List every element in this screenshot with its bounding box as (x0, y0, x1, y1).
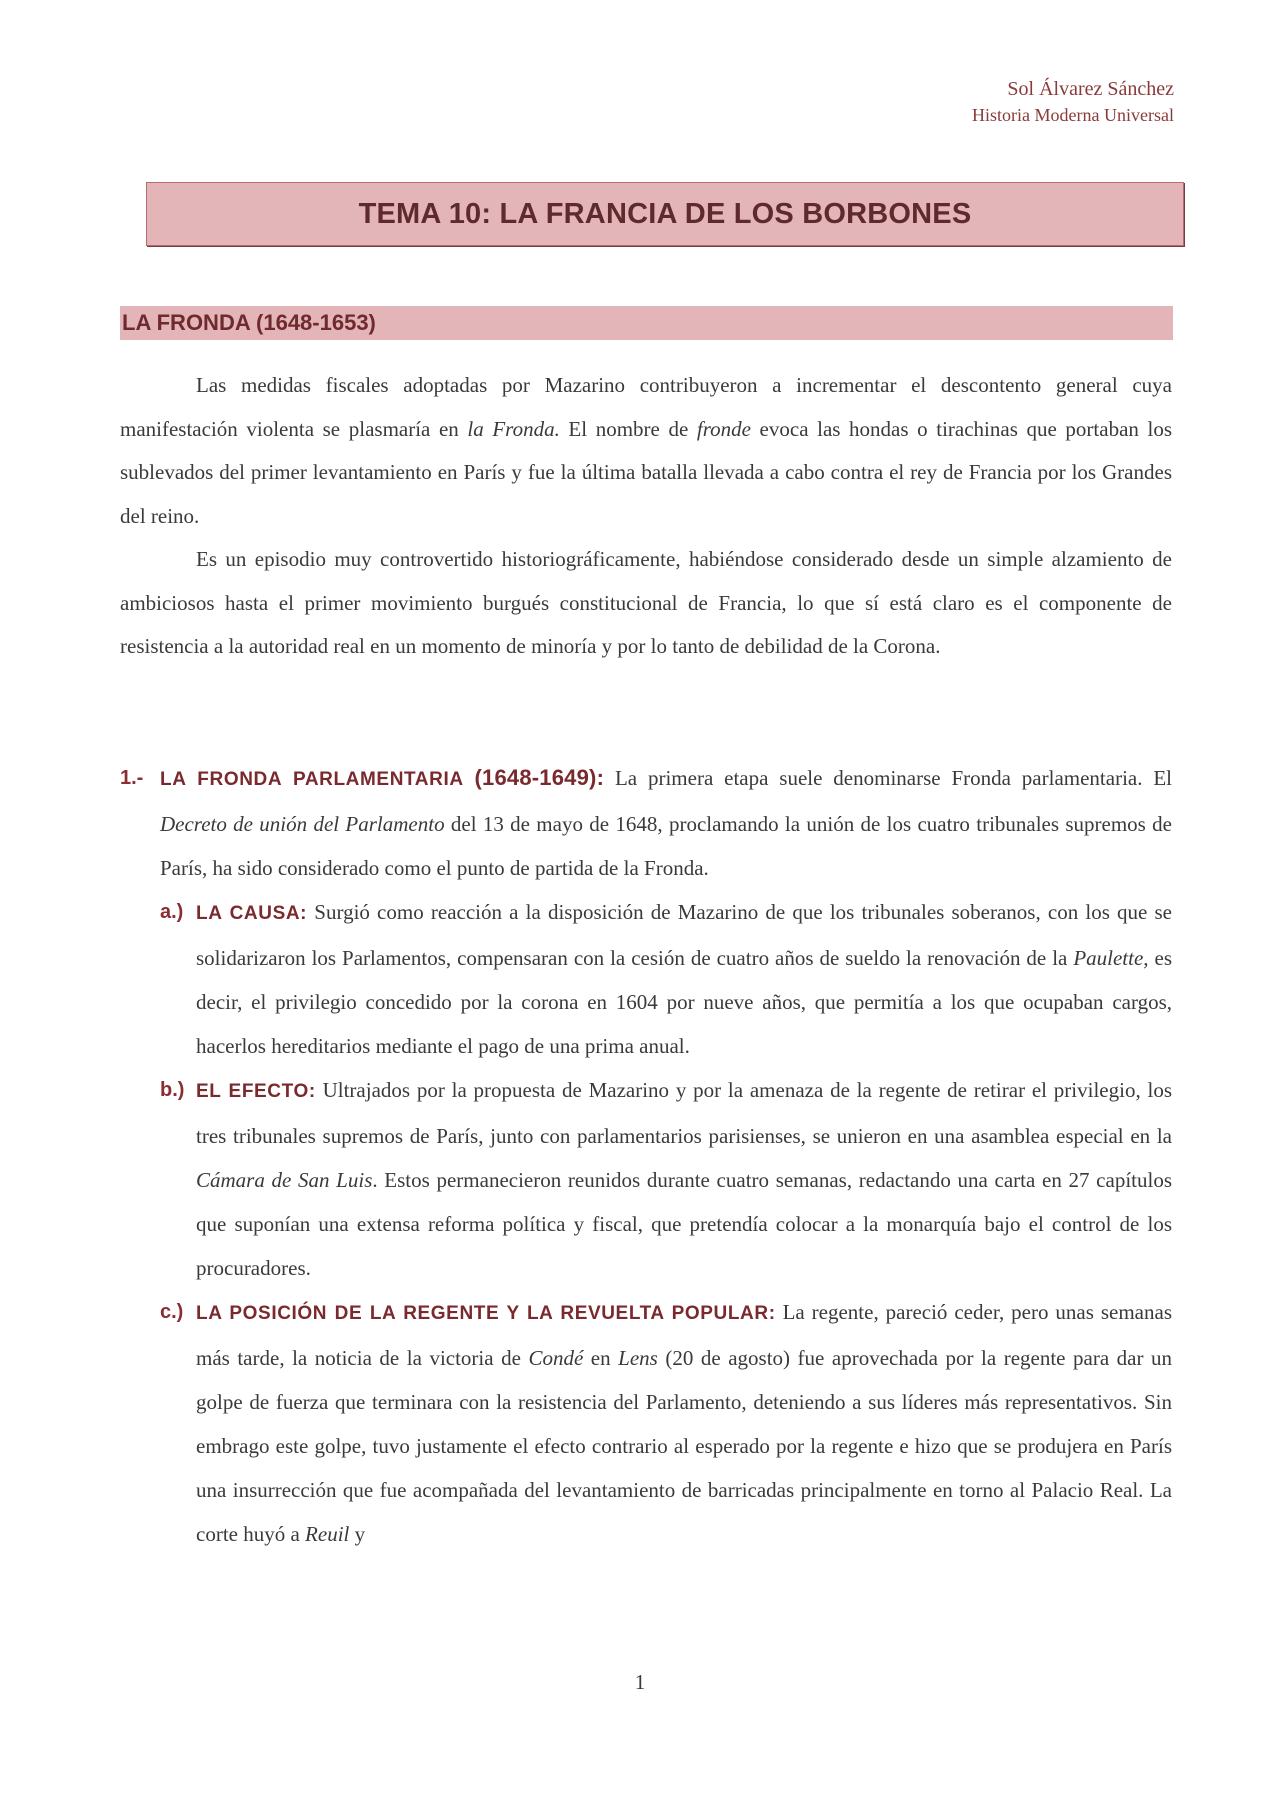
item-label: LA CAUSA: (196, 903, 308, 924)
item-text-italic: Cámara de San Luis (196, 1168, 373, 1192)
item-label: EL EFECTO: (196, 1081, 316, 1102)
intro-text: Las medidas fiscales adoptadas por Mazarino contribuyeron a incrementar el descontento general cuya manifestación violenta se plasmaría en (120, 373, 1172, 441)
intro-text-italic: fronde (696, 416, 751, 441)
item-number: b.) (160, 1079, 185, 1101)
item-text: del 13 de mayo de 1648, proclamando la unión de los cuatro tribunales supremos de París, ha sido considerado como el punto de partida de la Fronda. (160, 812, 1172, 880)
list-item-b (120, 1068, 1172, 1290)
item-text: y (349, 1522, 366, 1546)
item-text: es decir, el privilegio concedido por la corona en 1604 por nueve años, que permitía a los que ocupaban cargos, hacerlos hereditarios mediante el pago de una prima anual. (196, 946, 1172, 1058)
item-text: La primera etapa suele denominarse Fronda parlamentaria. El (604, 766, 1172, 790)
item-text-italic: Paulette, (1073, 946, 1149, 970)
item-text-italic: Decreto de unión del Parlamento (160, 812, 445, 836)
intro-text: evoca las hondas o tirachinas que portaban los sublevados del primer levantamiento en París y fue la última batalla llevada a cabo contra el rey de Francia por los Grandes del reino. (120, 416, 1172, 528)
header-subject: Historia Moderna Universal (972, 105, 1174, 125)
intro-text: El nombre de (559, 416, 697, 441)
item-text: La regente, pareció ceder, pero unas semanas más tarde, la noticia de la victoria de (196, 1300, 1172, 1370)
item-text-italic: Reuil (305, 1522, 350, 1546)
intro-paragraph-2 (120, 538, 1172, 669)
item-text-italic: Lens (618, 1346, 658, 1370)
page-number: 1 (634, 1670, 646, 1694)
list-item-1 (120, 756, 1172, 890)
section-heading: LA FRONDA (1648-1653) (122, 310, 376, 335)
item-text: . Estos permanecieron reunidos durante cuatro semanas, redactando una carta en 27 capítulos que suponían una extensa reforma política y fiscal, que pretendía colocar a la monarquía bajo el control de los procuradores. (196, 1168, 1172, 1280)
header-author: Sol Álvarez Sánchez (1007, 78, 1174, 100)
section-heading-bar (120, 306, 1173, 340)
item-number: c.) (160, 1301, 184, 1323)
item-label: LA POSICIÓN DE LA REGENTE Y LA REVUELTA POPULAR: (196, 1303, 776, 1324)
item-number: 1.- (120, 767, 144, 789)
intro-text-italic: la Fronda. (467, 416, 560, 441)
item-text: en (583, 1346, 619, 1370)
document-title: TEMA 10: LA FRANCIA DE LOS BORBONES (358, 197, 972, 230)
item-text-italic: Condé (528, 1346, 584, 1370)
item-label-years: (1648-1649): (474, 765, 605, 790)
title-box (146, 182, 1184, 246)
content-list (120, 756, 1172, 1556)
list-item-c (120, 1290, 1172, 1556)
item-text: Ultrajados por la propuesta de Mazarino y por la amenaza de la regente de retirar el privilegio, los tres tribunales supremos de París, junto con parlamentarios parisienses, se unieron en una asamblea especial en la (196, 1078, 1172, 1148)
intro-paragraph-1 (120, 364, 1172, 538)
intro-text: Es un episodio muy controvertido historiográficamente, habiéndose considerado desde un simple alzamiento de ambiciosos hasta el primer movimiento burgués constitucional de Francia, lo que sí está claro es el componente de resistencia a la autoridad real en un momento de minoría y por lo tanto de debilidad de la Corona. (120, 547, 1172, 658)
list-item-a (120, 890, 1172, 1068)
item-text: Surgió como reacción a la disposición de Mazarino de que los tribunales soberanos, con los que se solidarizaron los Parlamentos, compensaran con la cesión de cuatro años de sueldo la renovación de la (196, 900, 1173, 970)
item-label: LA FRONDA PARLAMENTARIA (160, 769, 464, 790)
item-number: a.) (160, 901, 184, 923)
item-text: (20 de agosto) fue aprovechada por la regente para dar un golpe de fuerza que terminara con la resistencia del Parlamento, deteniendo a sus líderes más representativos. Sin embrago este golpe, tuvo justamente el efecto contrario al esperado por la regente e hizo que se produjera en París una insurrección que fue acompañada del levantamiento de barricadas principalmente en torno al Palacio Real. La corte huyó a (196, 1346, 1172, 1546)
